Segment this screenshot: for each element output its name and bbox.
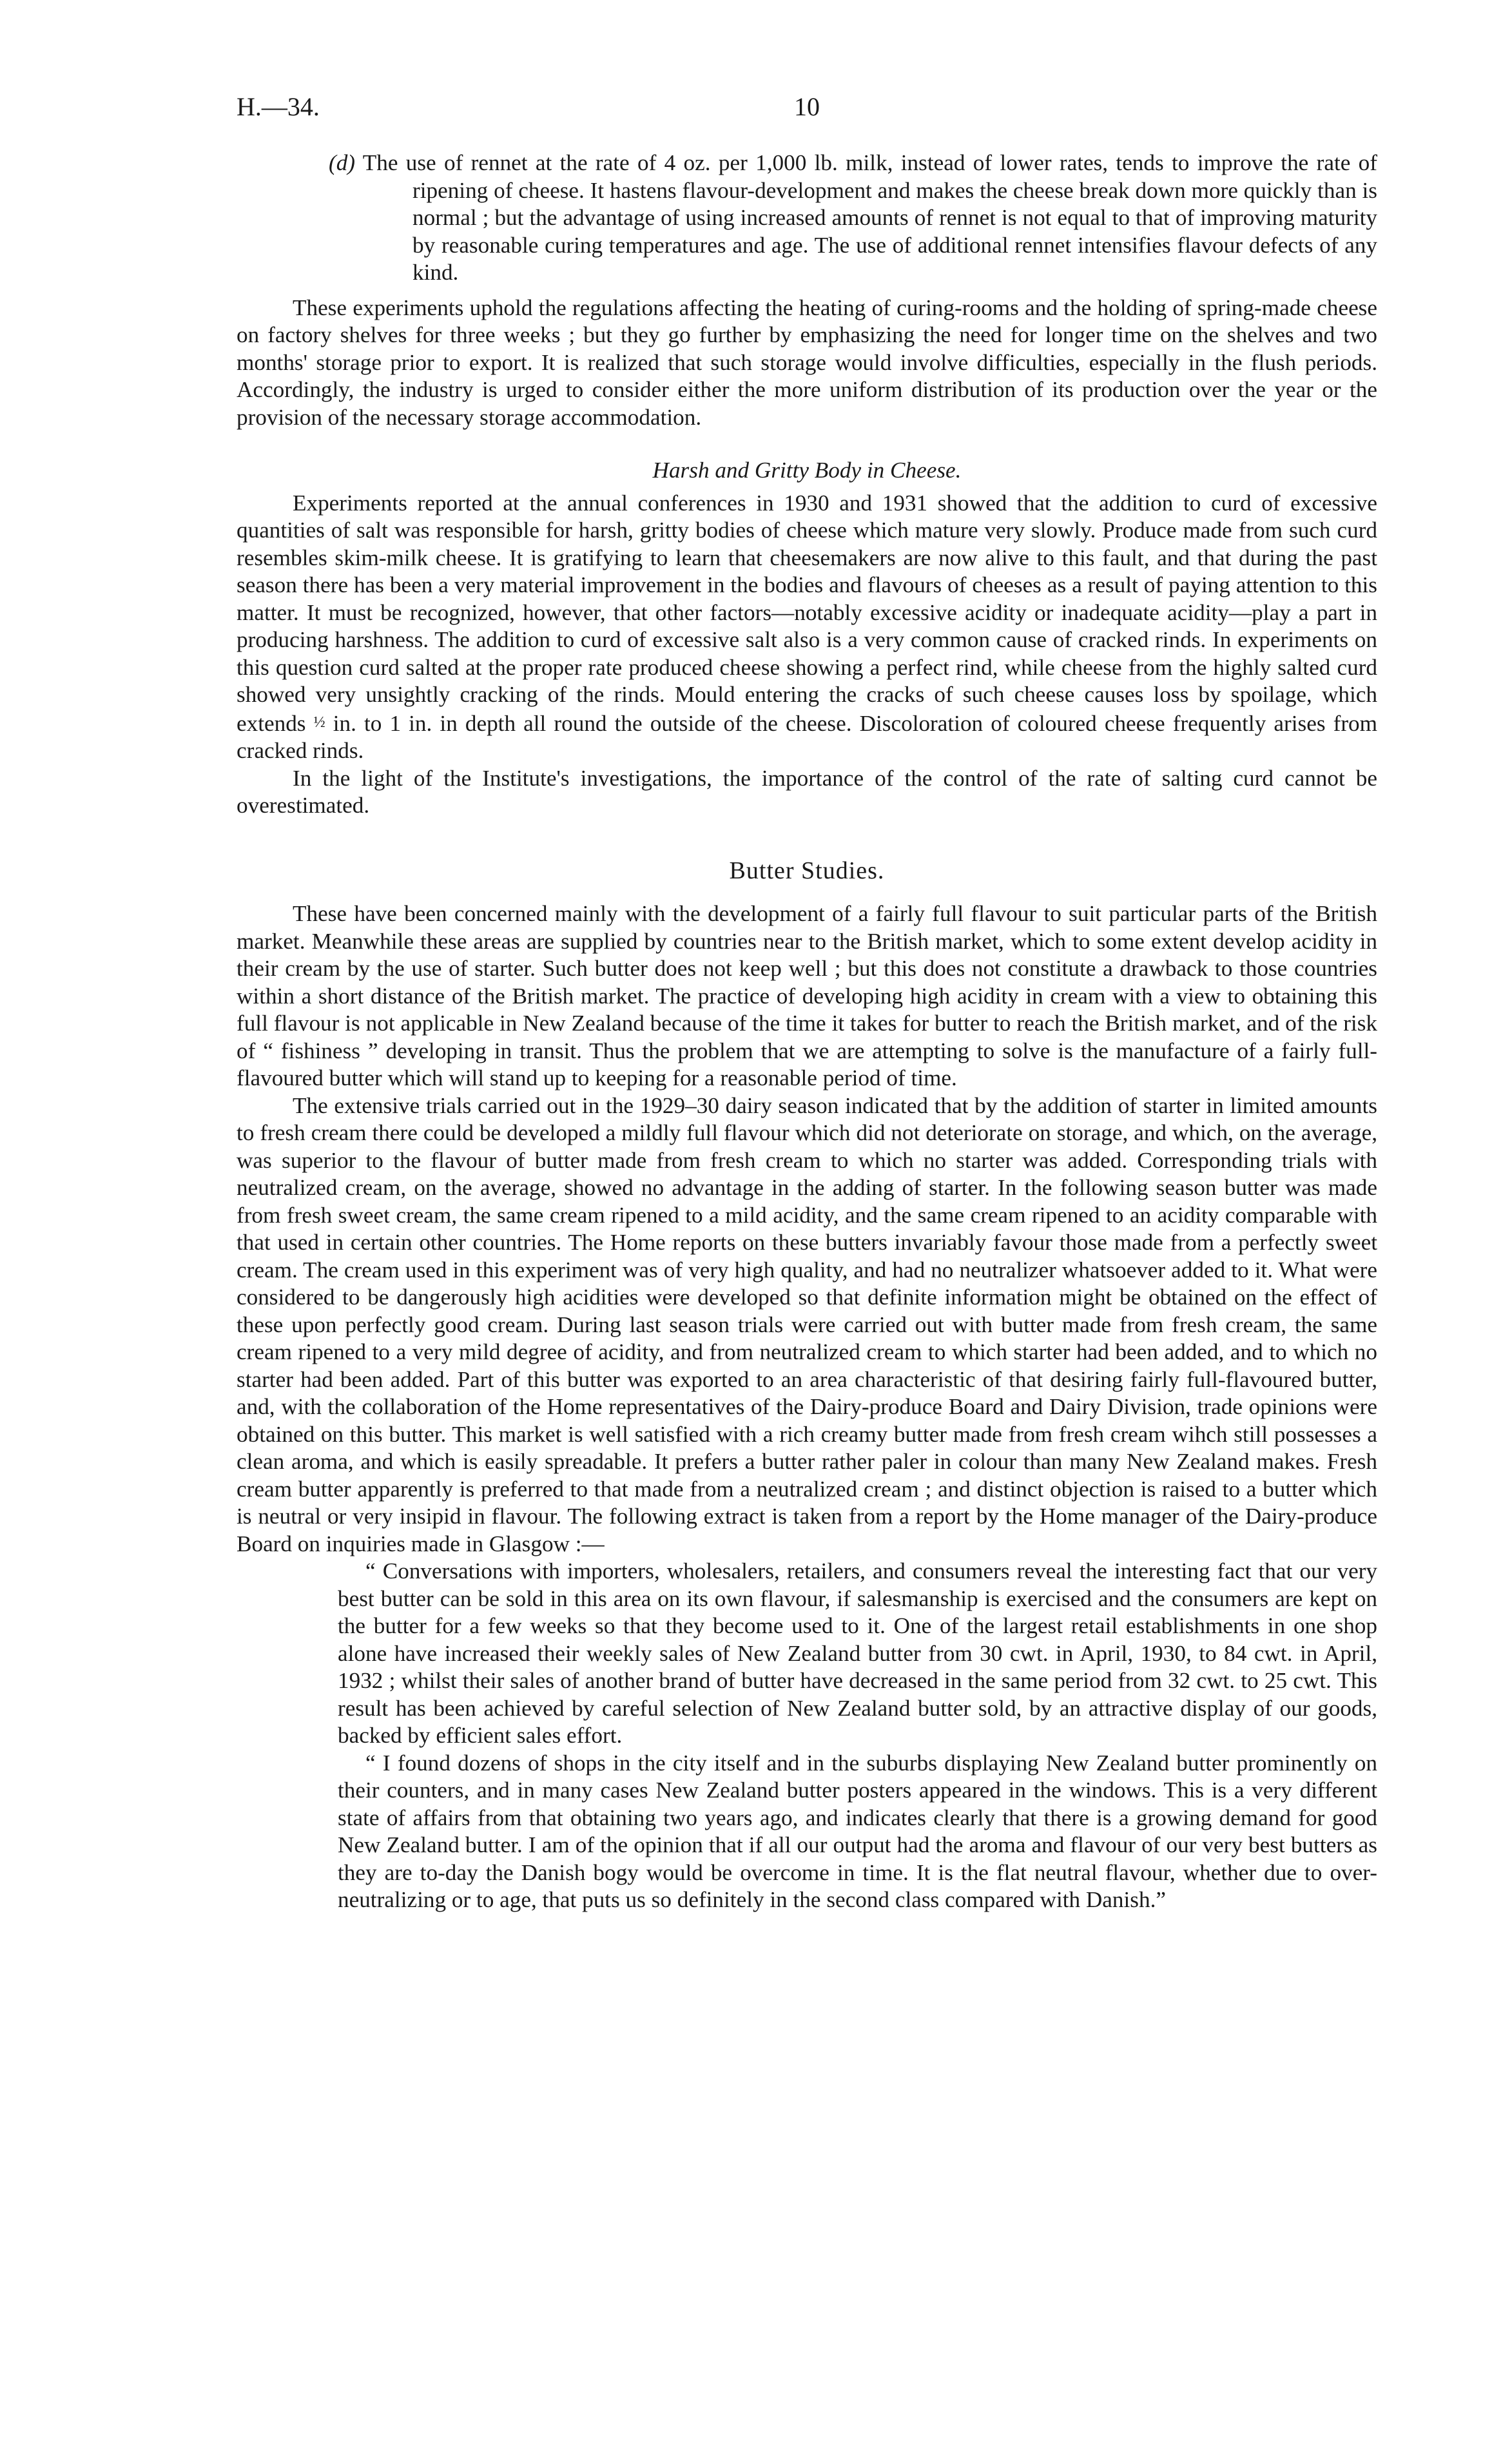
paragraph-harsh-2: In the light of the Institute's investigations, the importance of the control of the rate of salting curd cannot be overestimated. [237, 765, 1377, 818]
page-content [237, 150, 1377, 1914]
page-header [237, 92, 1377, 130]
page-number: 10 [794, 92, 820, 121]
fraction-half: ½ [313, 713, 325, 731]
butter-heading-text: Butter Studies. [729, 857, 885, 884]
section-heading-harsh-gritty: Harsh and Gritty Body in Cheese. [652, 458, 962, 483]
paragraph-experiments: These experiments uphold the regulations affecting the heating of curing-rooms and the holding of spring-made cheese on factory shelves for three weeks ; but they go further by emphasizing the need for longer time on the shelves and two months' storage prior to export. It is realized that such storage would involve difficulties, especially in the flush periods. Accordingly, the industry is urged to consider either the more uniform distribution of its production over the year or the provision of the necessary storage accommodation. [237, 295, 1377, 430]
document-reference: H.—34. [237, 92, 320, 121]
list-item-marker: (d) [329, 150, 356, 175]
quote-paragraph-2: “ I found dozens of shops in the city itself and in the suburbs displaying New Zealand butter prominently on their counters, and in many cases New Zealand butter posters appeared in the windows. This is a very different state of affairs from that obtaining two years ago, and indicates clearly that there is a growing demand for good New Zealand butter. I am of the opinion that if all our output had the aroma and flavour of our very best butters as they are to-day the Danish bogy would be overcome in time. It is the flat neutral flavour, whether due to over-neutralizing or to age, that puts us so definitely in the second class compared with Danish.” [338, 1750, 1377, 1912]
paragraph-harsh-1 [237, 490, 1377, 765]
list-item-d [237, 150, 1377, 287]
paragraph-harsh-1-part-b: in. to 1 in. in depth all round the outside of the cheese. Discoloration of coloured cheese frequently arises from cracked rinds. [237, 710, 1378, 763]
paragraph-butter-1: These have been concerned mainly with the development of a fairly full flavour to suit particular parts of the British market. Meanwhile these areas are supplied by countries near to the British market, which to some extent develop acidity in their cream by the use of starter. Such butter does not keep well ; but this does not constitute a drawback to those countries within a short distance of the British market. The practice of developing high acidity in cream with a view to obtaining this full flavour is not applicable in New Zealand because of the time it takes for butter to reach the British market, and of the risk of “ fishiness ” developing in transit. Thus the problem that we are attempting to solve is the manufacture of a fairly full-flavoured butter which will stand up to keeping for a reasonable period of time. [237, 901, 1377, 1090]
quote-paragraph-1: “ Conversations with importers, wholesalers, retailers, and consumers reveal the interesting fact that our very best butter can be sold in this area on its own flavour, if salesmanship is exercised and the consumers are kept on the butter for a few weeks so that they become used to it. One of the largest retail establishments in one shop alone have increased their weekly sales of New Zealand butter from 30 cwt. in April, 1930, to 84 cwt. in April, 1932 ; whilst their sales of another brand of butter have decreased in the same period from 32 cwt. to 25 cwt. This result has been achieved by careful selection of New Zealand butter sold, by an attractive display of our goods, backed by efficient sales effort. [338, 1558, 1377, 1748]
paragraph-butter-2: The extensive trials carried out in the 1929–30 dairy season indicated that by the addition of starter in limited amounts to fresh cream there could be developed a mildly full flavour which did not deteriorate on storage, and which, on the average, was superior to the flavour of butter made from fresh cream to which no starter was added. Corresponding trials with neutralized cream, on the average, showed no advantage in the adding of starter. In the following season butter was made from fresh sweet cream, the same cream ripened to a mild acidity, and the same cream ripened to an acidity comparable with that used in certain other countries. The Home reports on these butters invariably favour those made from a perfectly sweet cream. The cream used in this experiment was of very high quality, and had no neutralizer whatsoever added to it. What were considered to be dangerously high acidities were developed so that definite information might be obtained on the effect of these upon perfectly good cream. During last season trials were carried out with butter made from fresh cream, the same cream ripened to a very mild degree of acidity, and from neutralized cream to which starter had been added, and to which no starter had been added. Part of this butter was exported to an area characteristic of that desiring fairly full-flavoured butter, and, with the collaboration of the Home representatives of the Dairy-produce Board and Dairy Division, trade opinions were obtained on this butter. This market is well satisfied with a rich creamy butter made from fresh cream wihch still possesses a clean aroma, and which is easily spreadable. It prefers a butter rather paler in colour than many New Zealand makes. Fresh cream butter apparently is preferred to that made from a neutralized cream ; and distinct objection is raised to a butter which is neutral or very insipid in flavour. The following extract is taken from a report by the Home manager of the Dairy-produce Board on inquiries made in Glasgow :— [237, 1092, 1377, 1556]
block-quote [237, 1558, 1377, 1914]
section-heading-butter-studies [237, 857, 1377, 886]
paragraph-harsh-1-part-a: Experiments reported at the annual conferences in 1930 and 1931 showed that the addition to curd of excessive quantities of salt was responsible for harsh, gritty bodies of cheese which mature very slowly. Produce made from such curd resembles skim-milk cheese. It is gratifying to learn that cheesemakers are now alive to this fault, and that during the past season there has been a very material improvement in the bodies and flavours of cheeses as a result of paying attention to this matter. It must be recognized, however, that other factors—notably excessive acidity or inadequate acidity—play a part in producing harshness. The addition to curd of excessive salt also is a very common cause of cracked rinds. In experiments on this question curd salted at the proper rate produced cheese showing a perfect rind, while cheese from the highly salted curd showed very unsightly cracking of the rinds. Mould entering the cracks of such cheese causes loss by spoilage, which extends [237, 490, 1377, 736]
list-item-text: The use of rennet at the rate of 4 oz. per 1,000 lb. milk, instead of lower rates, tends to improve the rate of ripening of cheese. It hastens flavour-development and makes the cheese break down more quickly than is normal ; but the advantage of using increased amounts of rennet is not equal to that of improving maturity by reasonable curing temperatures and age. The use of additional rennet intensifies flavour defects of any kind. [362, 150, 1377, 285]
